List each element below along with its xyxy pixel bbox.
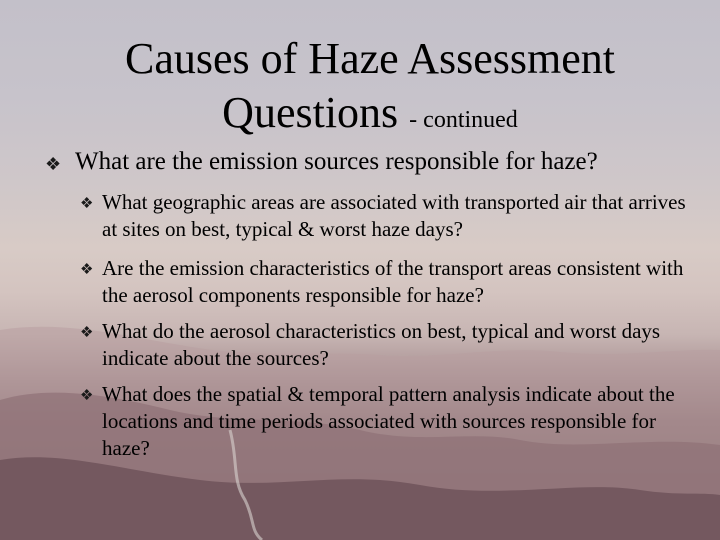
sub-bullet-text: What do the aerosol characteristics on best, typical and worst days indicate about the sources? <box>102 319 661 370</box>
diamond-bullet-icon: ❖ <box>80 262 94 278</box>
bullet-text: What are the emission sources responsible for haze? <box>75 148 598 175</box>
sub-bullet-text: What does the spatial & temporal pattern analysis indicate about the locations and time periods associated with sources responsible for haze? <box>102 382 675 460</box>
sub-bullet-text: What geographic areas are associated with transported air that arrives at sites on best, typical & worst haze days? <box>102 190 686 241</box>
diamond-bullet-icon: ❖ <box>80 325 94 341</box>
diamond-bullet-icon: ❖ <box>80 388 94 404</box>
title-main: Causes of Haze Assessment Questions <box>124 34 615 137</box>
title-suffix: - continued <box>409 107 518 133</box>
diamond-bullet-icon: ❖ <box>45 154 62 174</box>
slide-title <box>60 32 680 147</box>
sub-bullet-text: Are the emission characteristics of the transport areas consistent with the aerosol components responsible for haze? <box>102 256 684 307</box>
diamond-bullet-icon: ❖ <box>80 196 94 212</box>
